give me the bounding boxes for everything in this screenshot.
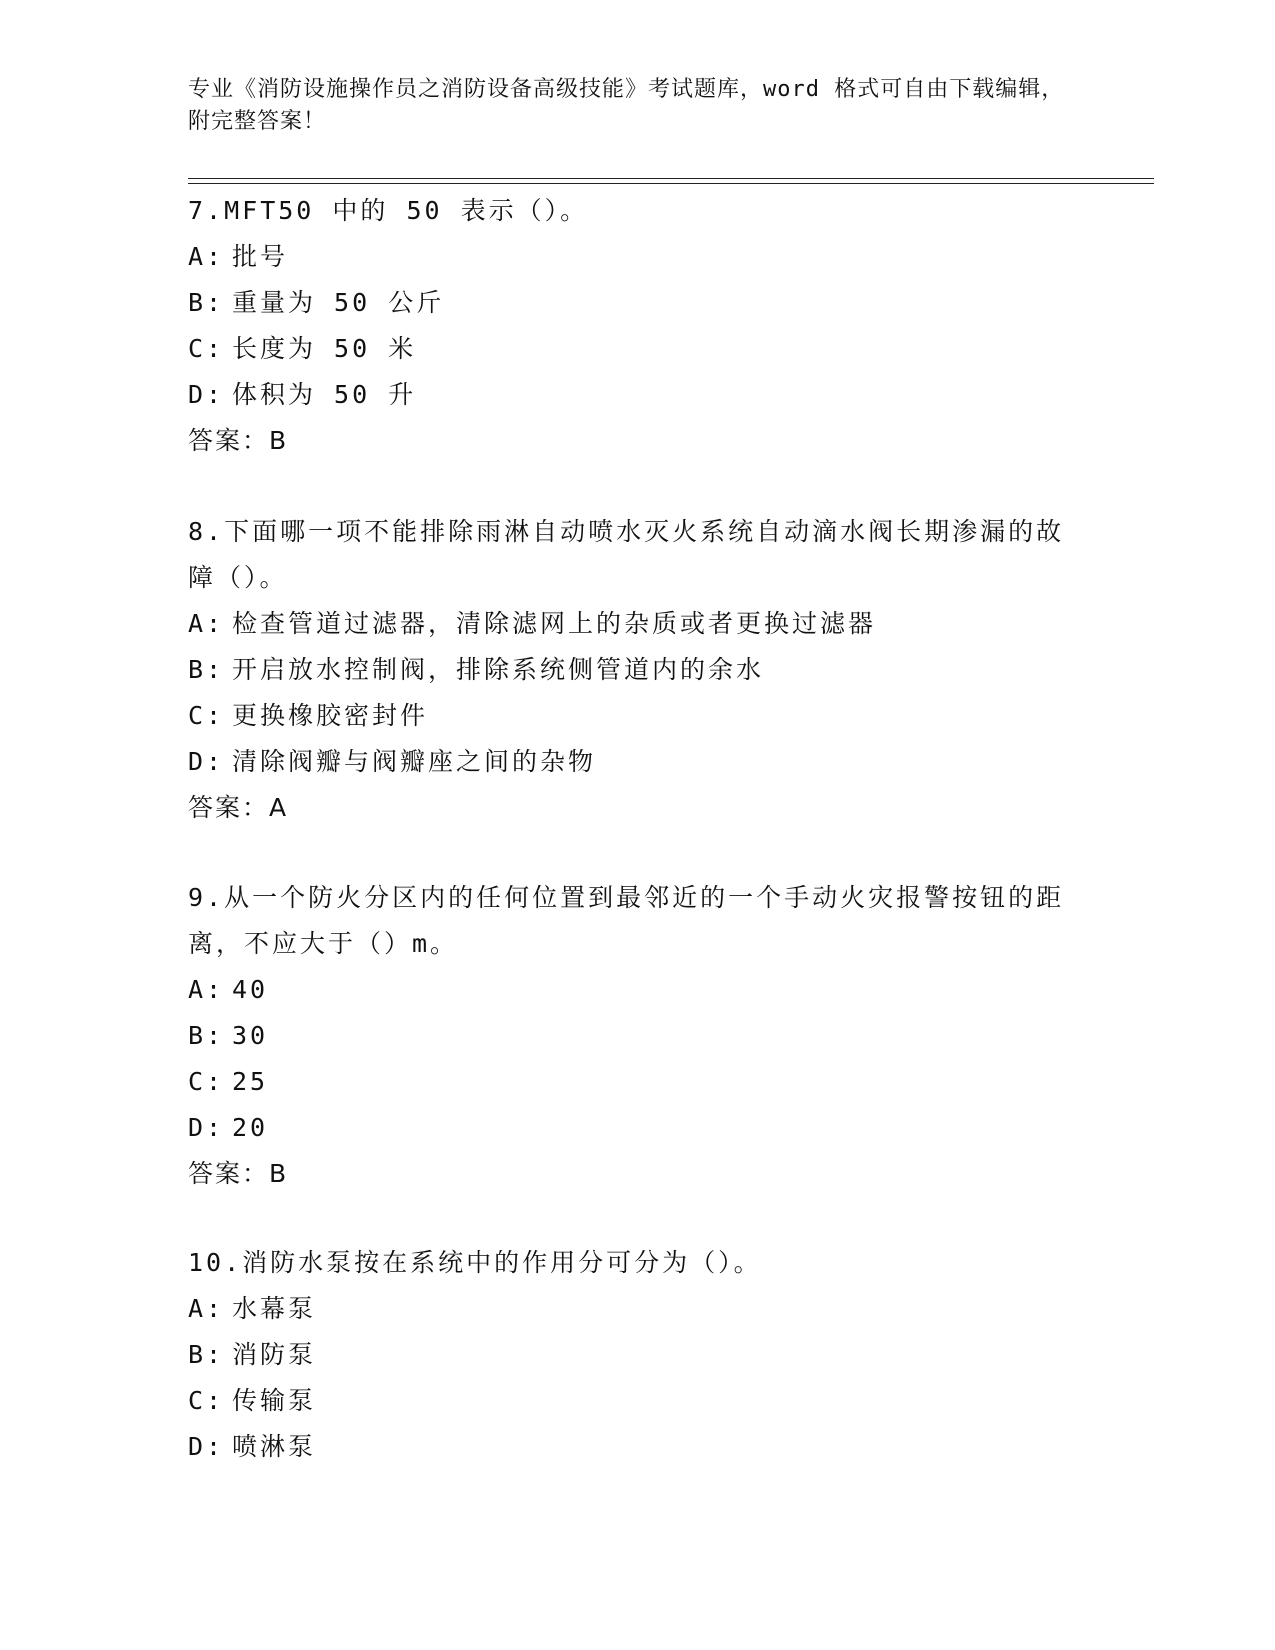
header-divider-top — [188, 178, 1154, 179]
option-letter: C: — [188, 334, 225, 363]
question-stem: 10.消防水泵按在系统中的作用分可分为（）。 — [188, 1248, 762, 1277]
question-8 — [188, 509, 1068, 831]
option-a — [188, 234, 1068, 280]
option-text: 喷淋泵 — [232, 1432, 317, 1461]
option-letter: A: — [188, 975, 225, 1004]
option-d — [188, 372, 1068, 418]
option-letter: B: — [188, 1340, 225, 1369]
option-d — [188, 1105, 1068, 1151]
option-letter: D: — [188, 1113, 225, 1142]
option-b — [188, 1332, 1068, 1378]
option-text: 20 — [232, 1113, 269, 1142]
option-letter: A: — [188, 242, 225, 271]
question-10 — [188, 1240, 1068, 1470]
option-letter: D: — [188, 747, 225, 776]
option-d — [188, 739, 1068, 785]
option-text: 40 — [232, 975, 269, 1004]
option-c — [188, 326, 1068, 372]
option-c — [188, 1059, 1068, 1105]
option-b — [188, 647, 1068, 693]
option-letter: A: — [188, 1294, 225, 1323]
answer-line: 答案：B — [188, 426, 289, 455]
document-header: 专业《消防设施操作员之消防设备高级技能》考试题库，word 格式可自由下载编辑，附完整答案！ — [188, 77, 1065, 134]
answer-line: 答案：B — [188, 1159, 289, 1188]
option-text: 水幕泵 — [232, 1294, 317, 1323]
option-d — [188, 1424, 1068, 1470]
option-text: 开启放水控制阀，排除系统侧管道内的余水 — [232, 655, 765, 684]
option-letter: B: — [188, 288, 225, 317]
option-c — [188, 693, 1068, 739]
option-a — [188, 1286, 1068, 1332]
option-letter: A: — [188, 609, 225, 638]
option-text: 检查管道过滤器，清除滤网上的杂质或者更换过滤器 — [232, 609, 877, 638]
option-letter: C: — [188, 1386, 225, 1415]
option-text: 30 — [232, 1021, 269, 1050]
option-text: 体积为 50 升 — [232, 380, 417, 409]
option-text: 更换橡胶密封件 — [232, 701, 429, 730]
option-letter: B: — [188, 655, 225, 684]
option-letter: D: — [188, 1432, 225, 1461]
question-7 — [188, 188, 1068, 464]
option-letter: C: — [188, 701, 225, 730]
option-text: 25 — [232, 1067, 269, 1096]
header-divider-bottom — [188, 183, 1154, 184]
option-letter: D: — [188, 380, 225, 409]
option-a — [188, 601, 1068, 647]
answer-line: 答案：A — [188, 793, 289, 822]
option-text: 消防泵 — [232, 1340, 317, 1369]
question-9 — [188, 875, 1068, 1197]
option-b — [188, 280, 1068, 326]
option-letter: B: — [188, 1021, 225, 1050]
question-stem: 9.从一个防火分区内的任何位置到最邻近的一个手动火灾报警按钮的距离，不应大于（）m。 — [188, 883, 1065, 958]
question-stem: 8.下面哪一项不能排除雨淋自动喷水灭火系统自动滴水阀长期渗漏的故障（）。 — [188, 517, 1065, 592]
question-stem: 7.MFT50 中的 50 表示（）。 — [188, 196, 589, 225]
option-c — [188, 1378, 1068, 1424]
option-a — [188, 967, 1068, 1013]
option-text: 重量为 50 公斤 — [232, 288, 445, 317]
option-text: 长度为 50 米 — [232, 334, 417, 363]
option-b — [188, 1013, 1068, 1059]
option-text: 批号 — [232, 242, 289, 271]
option-text: 传输泵 — [232, 1386, 317, 1415]
option-letter: C: — [188, 1067, 225, 1096]
option-text: 清除阀瓣与阀瓣座之间的杂物 — [232, 747, 597, 776]
